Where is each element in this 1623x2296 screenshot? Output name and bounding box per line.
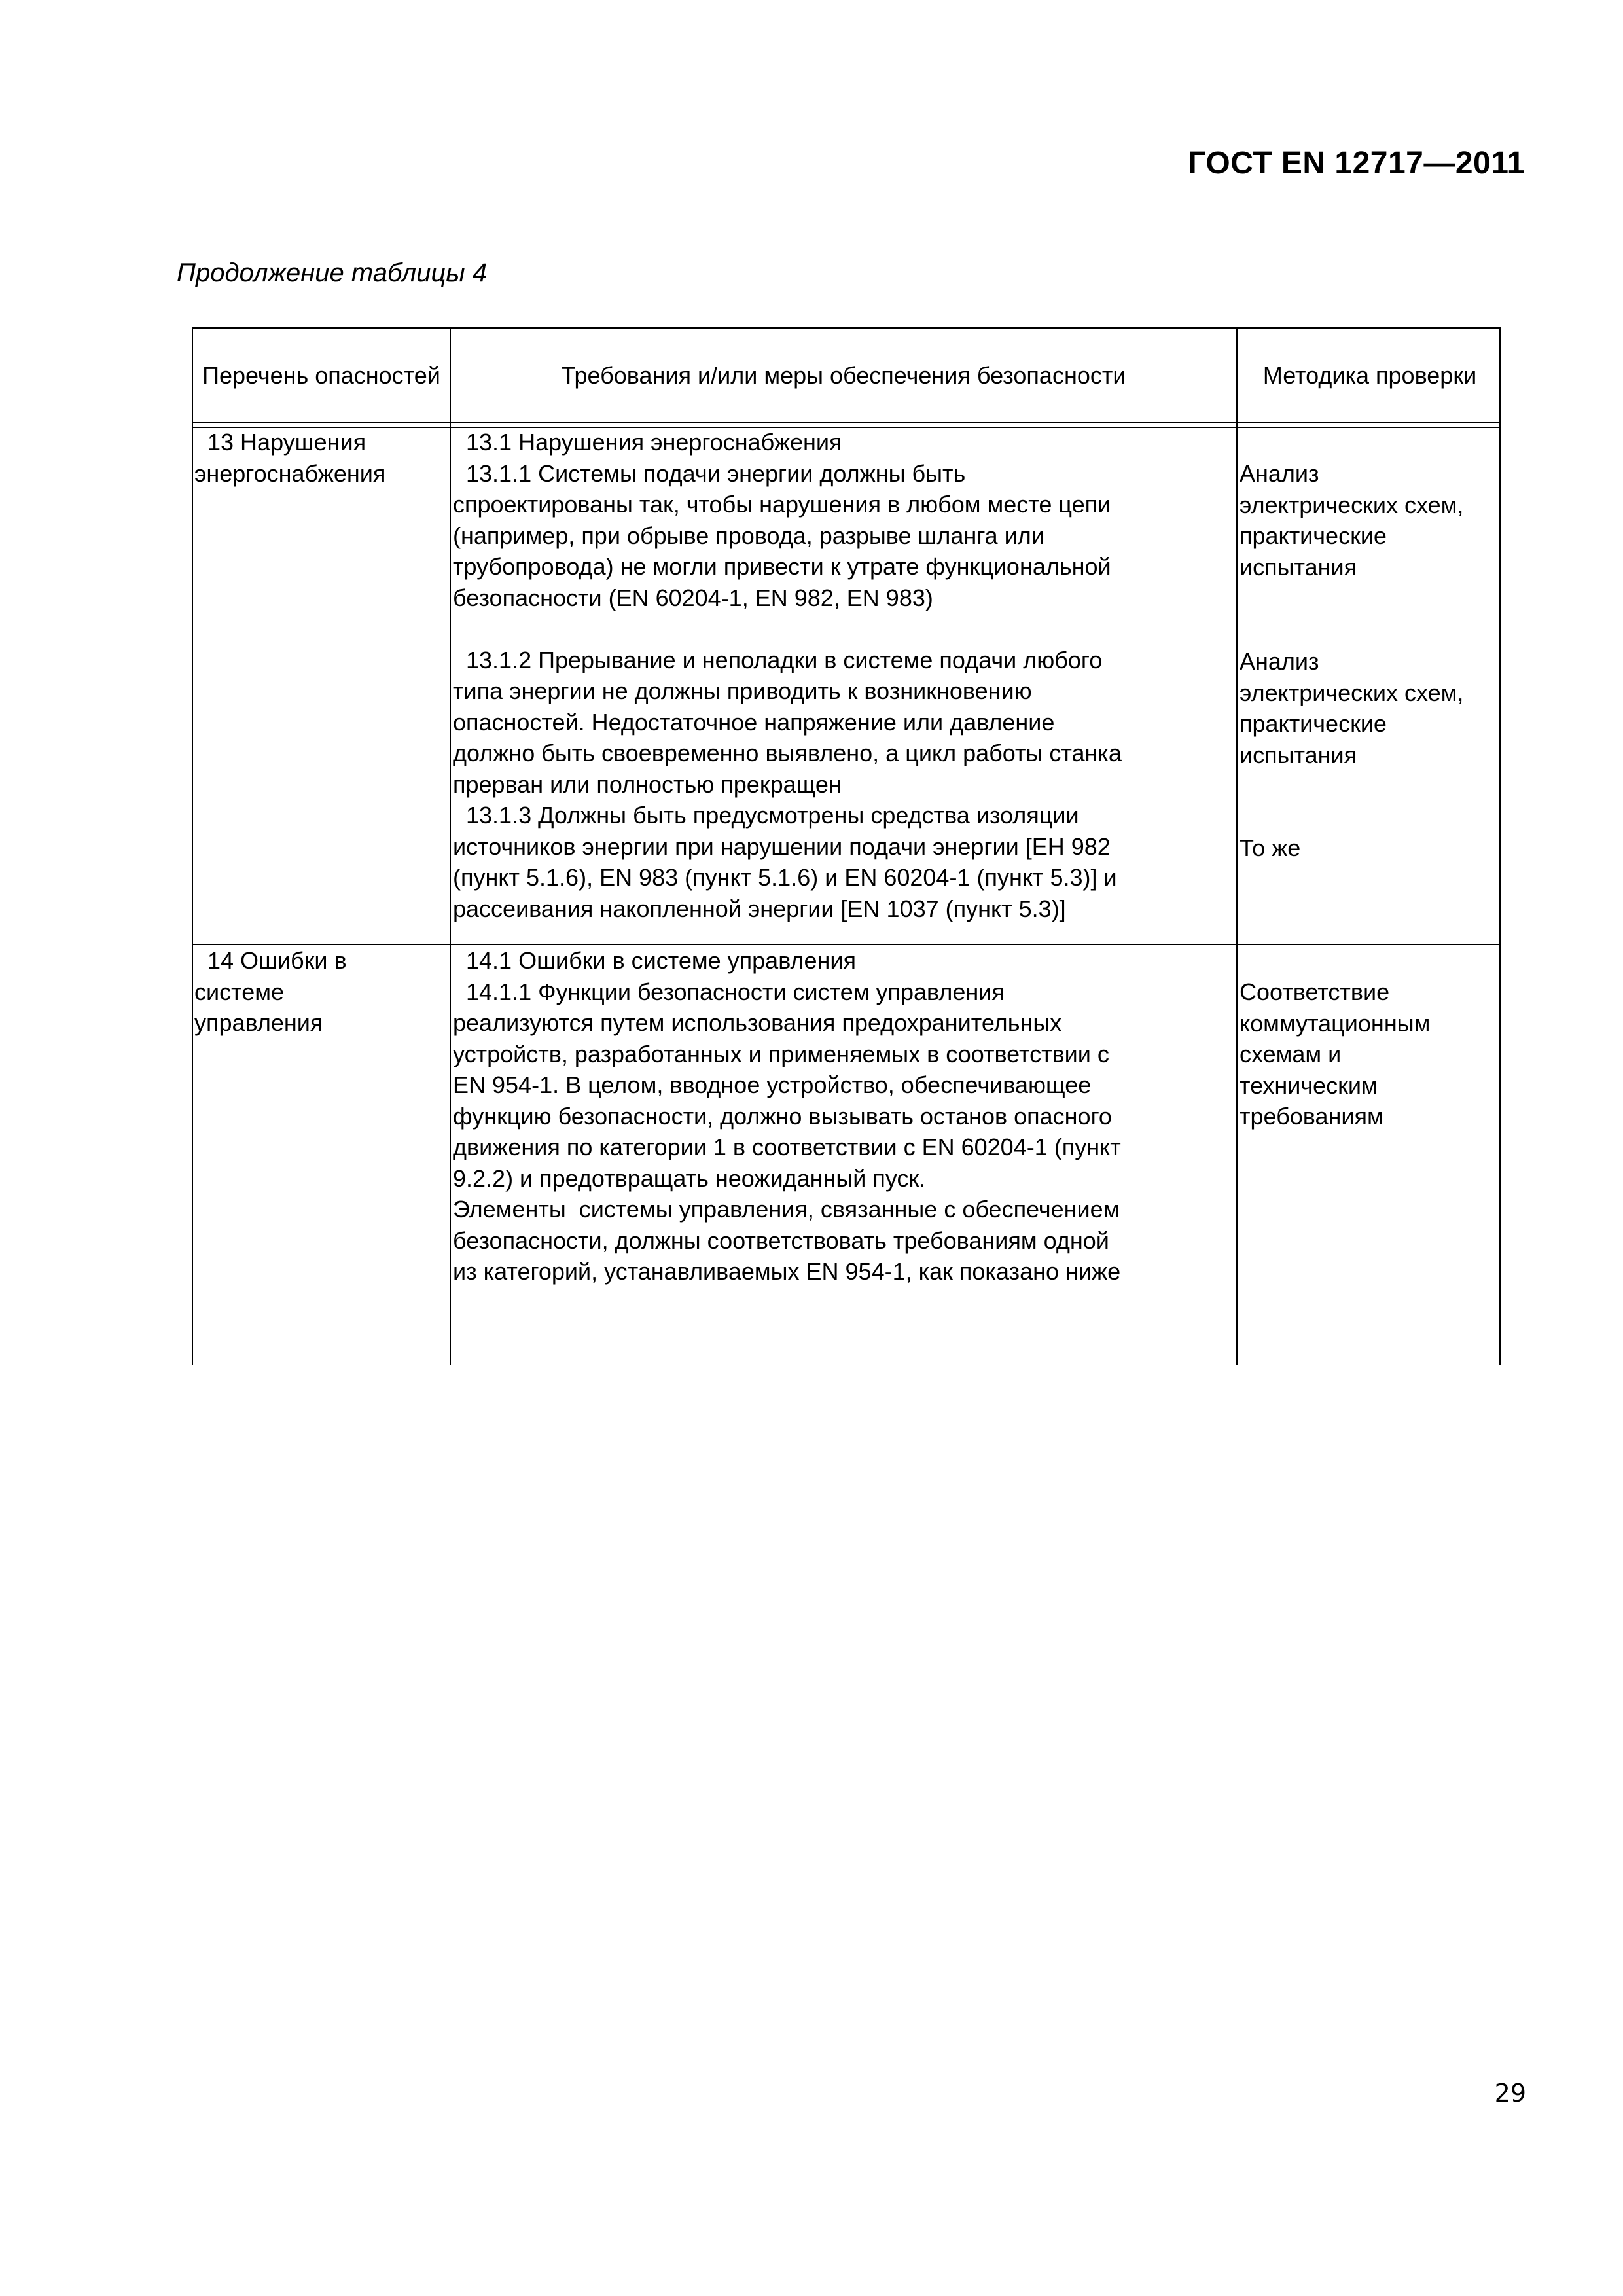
- verification-cell: Анализ электрических схем, практические испытания: [1240, 460, 1464, 581]
- hazard-cell: 13 Нарушения энергоснабжения: [194, 429, 386, 487]
- column-divider: [1236, 329, 1238, 1365]
- table-caption: Продолжение таблицы 4: [177, 259, 488, 287]
- column-divider: [450, 329, 451, 1365]
- column-header-requirements: Требования и/или меры обеспечения безопасности: [561, 362, 1126, 389]
- document-code: ГОСТ EN 12717—2011: [1188, 146, 1525, 181]
- hazards-table: [192, 327, 1501, 1365]
- requirements-cell: 14.1 Ошибки в системе управления 14.1.1 Функции безопасности систем управления реализуются путем использования предохранительных устройств, разработанных и применяемых в соответствии с EN 954-1. В целом, вводное устройство, обеспечивающее функцию безопасности, должно вызывать останов опасного движения по категории 1 в соответствии с EN 60204-1 (пункт 9.2.2) и предотвращать неожиданный пуск. Элементы системы управления, связанные с обеспечением безопасности, должны соответствовать требованиям одной из категорий, устанавливаемых EN 954-1, как показано ниже: [453, 947, 1121, 1285]
- verification-cell: Анализ электрических схем, практические испытания: [1240, 648, 1464, 768]
- column-header-verification: Методика проверки: [1262, 362, 1477, 389]
- verification-cell: Соответствие коммутационным схемам и техническим требованиям: [1240, 978, 1431, 1130]
- column-header-hazards: Перечень опасностей: [202, 362, 440, 389]
- page-number: 29: [1494, 2079, 1526, 2108]
- verification-cell: То же: [1240, 834, 1301, 861]
- requirements-cell: 13.1 Нарушения энергоснабжения 13.1.1 Системы подачи энергии должны быть спроектированы так, чтобы нарушения в любом месте цепи (например, при обрыве провода, разрыве шланга или трубопровода) не могли привести к утрате функциональной безопасности (EN 60204-1, EN 982, EN 983) 13.1.2 Прерывание и неполадки в системе подачи любого типа энергии не должны приводить к возникновению опасностей. Недостаточное напряжение или давление должно быть своевременно выявлено, а цикл работы станка прерван или полностью прекращен 13.1.3 Должны быть предусмотрены средства изоляции источников энергии при нарушении подачи энергии [ЕН 982 (пункт 5.1.6), EN 983 (пункт 5.1.6) и EN 60204-1 (пункт 5.3)] и рассеивания накопленной энергии [EN 1037 (пункт 5.3)]: [453, 429, 1122, 922]
- hazard-cell: 14 Ошибки в системе управления: [194, 947, 347, 1036]
